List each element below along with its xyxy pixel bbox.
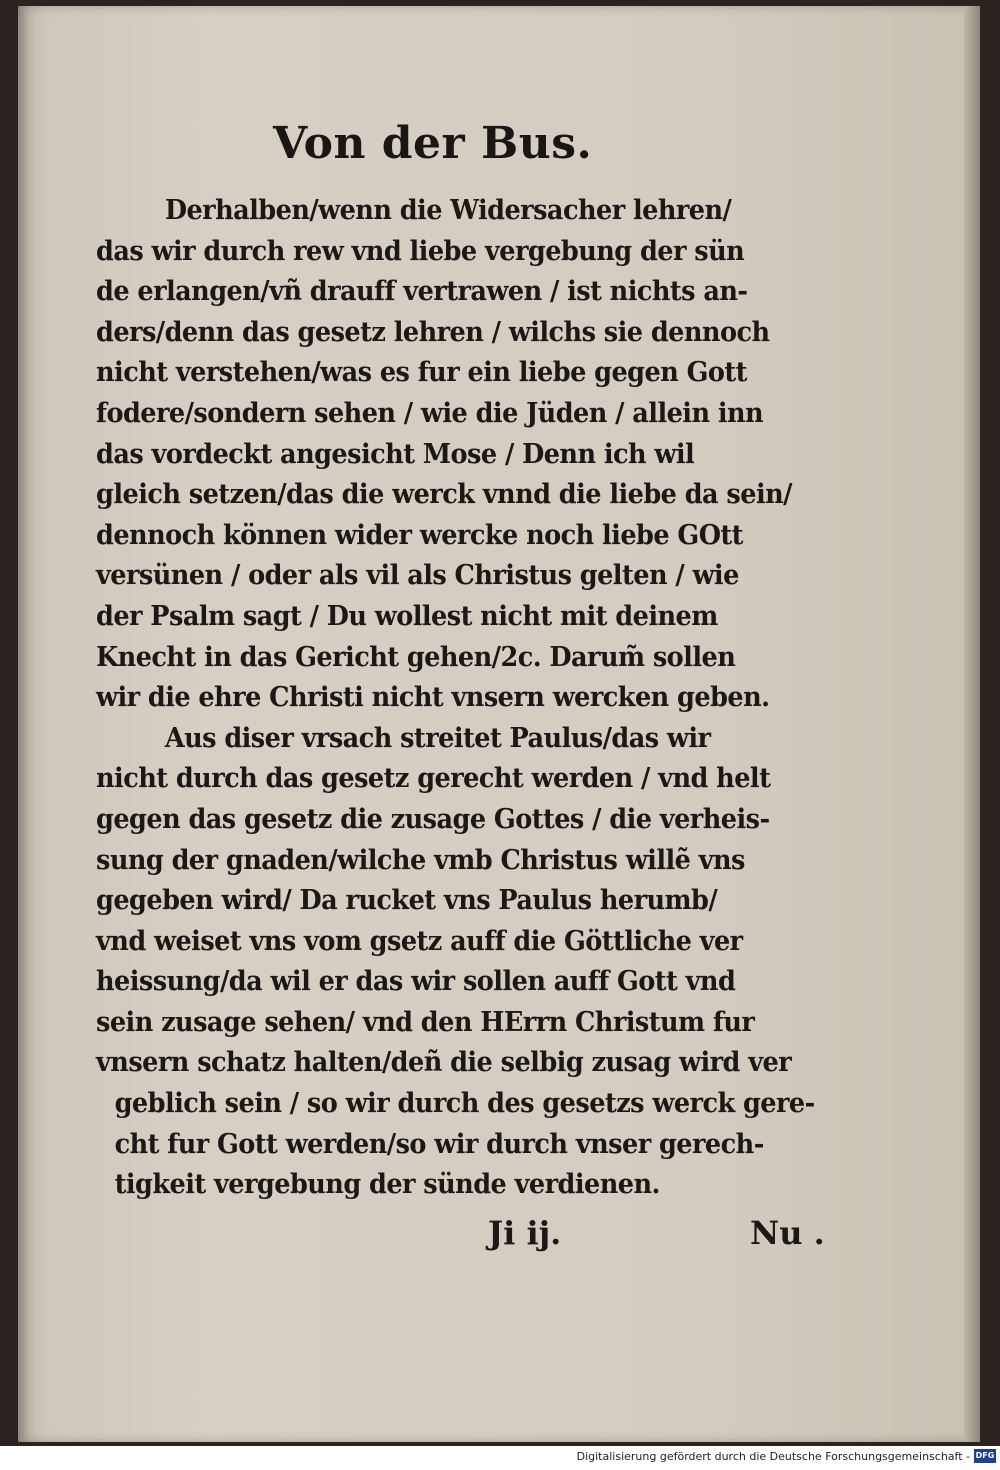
text-line: tigkeit vergebung der sünde verdienen. (114, 1168, 660, 1201)
text-line: wir die ehre Christi nicht vnsern wercken geben. (96, 681, 770, 714)
footer-bar (0, 1446, 1000, 1470)
text-line: das wir durch rew vnd liebe vergebung der sün (96, 234, 745, 267)
text-line: heissung/da wil er das wir sollen auff Gott vnd (96, 965, 736, 998)
text-line: gegeben wird/ Da rucket vns Paulus herumb/ (96, 884, 718, 917)
text-line: ders/denn das gesetz lehren / wilchs sie dennoch (96, 315, 770, 348)
text-line: gleich setzen/das die werck vnnd die liebe da sein/ (96, 478, 792, 511)
signature-mark: Ji ij. (488, 1214, 562, 1252)
page-edge (964, 6, 980, 1442)
text-line: sung der gnaden/wilche vmb Christus willẽ vns (96, 843, 745, 876)
text-line: vnd weiset vns vom gsetz auff die Göttliche ver (96, 924, 743, 957)
text-line: dennoch können wider wercke noch liebe GOtt (96, 518, 743, 551)
text-line: nicht durch das gesetz gerecht werden / vnd helt (96, 762, 771, 795)
text-line: cht fur Gott werden/so wir durch vnser gerech- (114, 1127, 764, 1160)
text-line: fodere/sondern sehen / wie die Jüden / allein inn (96, 396, 764, 429)
text-line: de erlangen/vñ drauff vertrawen / ist nichts an- (96, 275, 748, 308)
text-line: gegen das gesetz die zusage Gottes / die verheis- (96, 802, 770, 835)
dfg-logo-icon: DFG (974, 1449, 996, 1463)
running-head: Von der Bus. (273, 118, 593, 169)
text-line: das vordeckt angesicht Mose / Denn ich wil (96, 437, 695, 470)
text-line: vnsern schatz halten/deñ die selbig zusag wird ver (96, 1046, 792, 1079)
text-line: geblich sein / so wir durch des gesetzs werck gere- (114, 1087, 815, 1120)
catchword: Nu . (750, 1214, 825, 1252)
text-line: der Psalm sagt / Du wollest nicht mit deinem (96, 599, 718, 632)
text-line: sein zusage sehen/ vnd den HErrn Christum fur (96, 1005, 755, 1038)
text-line: Knecht in das Gericht gehen/2c. Darum̃ sollen (96, 640, 736, 673)
funding-note: Digitalisierung gefördert durch die Deutsche Forschungsgemeinschaft - (576, 1450, 970, 1463)
text-line: versünen / oder als vil als Christus gelten / wie (96, 559, 739, 592)
signature-row (488, 1214, 848, 1264)
text-block (96, 190, 815, 1205)
text-line: Derhalben/wenn die Widersacher lehren/ (164, 194, 732, 226)
text-line: Aus diser vrsach streitet Paulus/das wir (164, 721, 711, 754)
book-page (18, 6, 980, 1442)
text-line: nicht verstehen/was es fur ein liebe gegen Gott (96, 356, 747, 389)
